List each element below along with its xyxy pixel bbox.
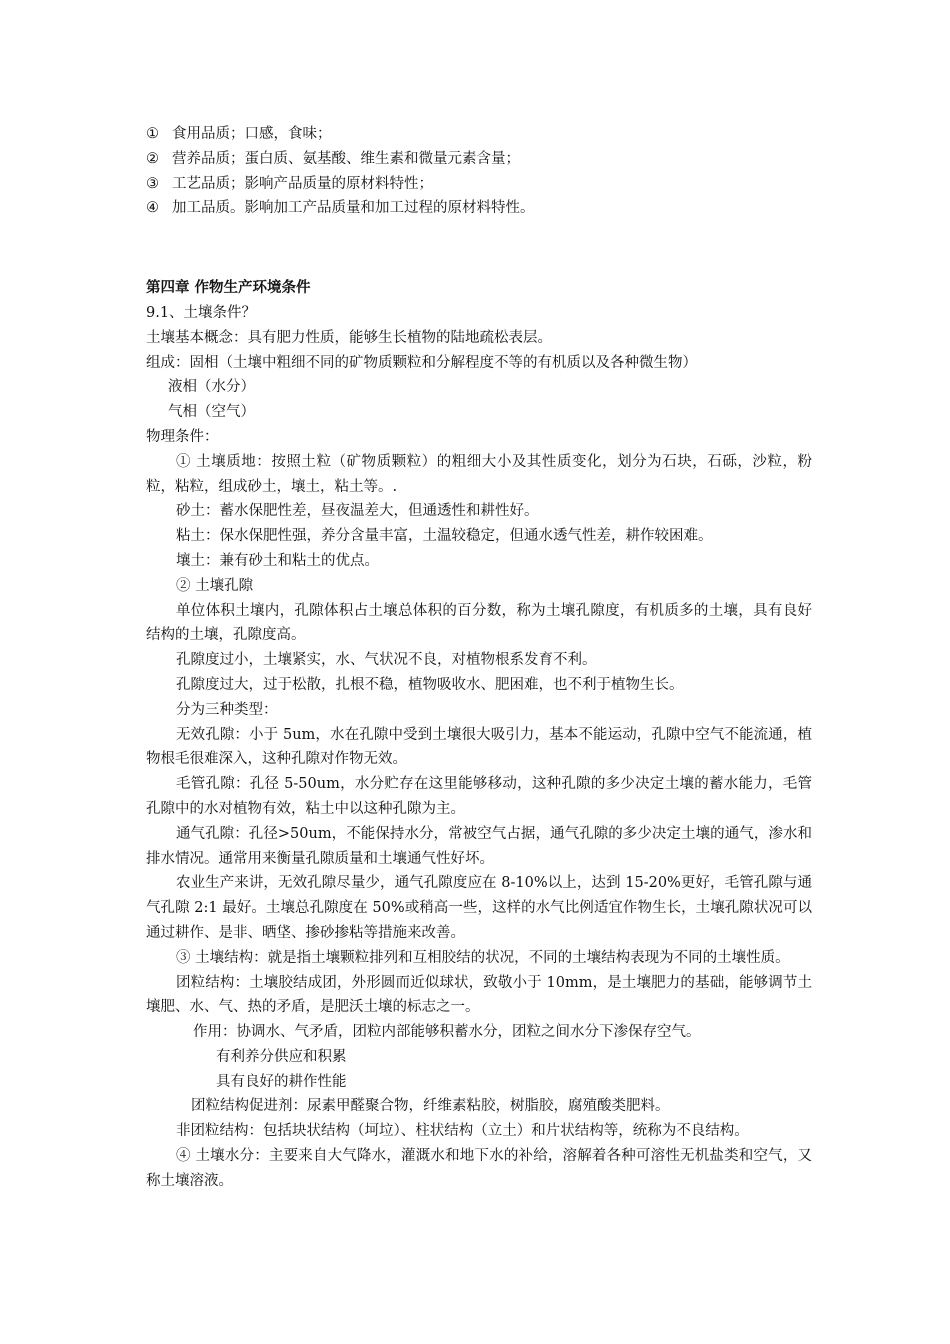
pores-agriculture: 农业生产来讲，无效孔隙尽量少，通气孔隙度应在 8-10%以上，达到 15-20%更好，毛管孔隙与通气孔隙 2:1 最好。土壤总孔隙度在 50%或稍高一些，这样的水气比例适宜作物生长，土壤孔隙状况可以通过耕作、是非、晒垡、掺砂掺粘等措施来改善。: [146, 875, 812, 941]
texture-clay: 粘土：保水保肥性强，养分含量丰富，土温较稳定，但通水透气性差，耕作较困难。: [176, 528, 713, 545]
list-item: [146, 122, 812, 147]
structure-effect: 作用：协调水、气矛盾，团粒内部能够积蓄水分，团粒之间水分下渗保存空气。: [193, 1024, 701, 1041]
structure-promoter: 团粒结构促进剂：尿素甲醛聚合物，纤维素粘胶，树脂胶，腐殖酸类肥料。: [191, 1098, 670, 1115]
pores-title: ② 土壤孔隙: [176, 577, 254, 594]
list-number: ④: [146, 200, 159, 217]
pores-definition: 单位体积土壤内，孔隙体积占土壤总体积的百分数，称为土壤孔隙度，有机质多的土壤，具有良好结构的土壤，孔隙度高。: [146, 602, 812, 644]
composition-solid: 组成：固相（土壤中粗细不同的矿物质颗粒和分解程度不等的有机质以及各种微生物）: [146, 354, 697, 371]
list-item: [146, 172, 812, 197]
list-text: 加工品质。影响加工产品质量和加工过程的原材料特性。: [172, 200, 535, 217]
list-text: 食用品质；口感，食味；: [172, 126, 332, 142]
structure-aggregate: 团粒结构：土壤胶结成团，外形圆而近似球状，致敬小于 10mm，是土壤肥力的基础，能够调节土壤肥、水、气、热的矛盾，是肥沃土壤的标志之一。: [146, 974, 812, 1016]
composition-liquid: 液相（水分）: [168, 379, 255, 396]
list-item: [146, 147, 812, 172]
structure-intro: ③ 土壤结构：就是指土壤颗粒排列和互相胶结的状况，不同的土壤结构表现为不同的土壤性质。: [176, 949, 790, 966]
list-number: ②: [146, 150, 159, 167]
list-text: 工艺品质；影响产品质量的原材料特性；: [172, 175, 433, 192]
list-item: [146, 196, 812, 221]
texture-loam: 壤土：兼有砂土和粘土的优点。: [176, 552, 379, 569]
quality-list: [146, 122, 812, 221]
texture-sand: 砂土：蓄水保肥性差，昼夜温差大，但通透性和耕性好。: [176, 503, 539, 520]
section-title: 9.1、土壤条件？: [146, 304, 257, 321]
structure-effect-2: 有利养分供应和积累: [216, 1048, 347, 1065]
physical-title: 物理条件：: [146, 428, 219, 445]
structure-effect-3: 具有良好的耕作性能: [216, 1073, 347, 1090]
soil-concept: 土壤基本概念：具有肥力性质，能够生长植物的陆地疏松表层。: [146, 329, 552, 346]
composition-gas: 气相（空气）: [168, 404, 255, 421]
pores-invalid: 无效孔隙：小于 5um，水在孔隙中受到土壤很大吸引力，基本不能运动，孔隙中空气不能流通，植物根毛很难深入，这种孔隙对作物无效。: [146, 726, 812, 768]
pores-too-small: 孔隙度过小，土壤紧实，水、气状况不良，对植物根系发育不利。: [176, 652, 597, 669]
structure-non-aggregate: 非团粒结构：包括块状结构（坷垃）、柱状结构（立土）和片状结构等，统称为不良结构。: [176, 1123, 749, 1140]
chapter-title: 第四章 作物生产环境条件: [146, 280, 311, 297]
texture-intro: ① 土壤质地：按照土粒（矿物质颗粒）的粗细大小及其性质变化，划分为石块，石砾，沙粒，粉粒，粘粒，组成砂土，壤土，粘土等。.: [146, 453, 812, 495]
water-intro: ④ 土壤水分：主要来自大气降水，灌溉水和地下水的补给，溶解着各种可溶性无机盐类和空气，又称土壤溶液。: [146, 1148, 812, 1189]
pores-capillary: 毛管孔隙：孔径 5-50um，水分贮存在这里能够移动，这种孔隙的多少决定土壤的蓄水能力，毛管孔隙中的水对植物有效，粘土中以这种孔隙为主。: [146, 776, 812, 817]
list-text: 营养品质；蛋白质、氨基酸、维生素和微量元素含量；: [172, 150, 520, 167]
pores-too-large: 孔隙度过大，过于松散，扎根不稳，植物吸收水、肥困难，也不利于植物生长。: [176, 676, 684, 693]
list-number: ①: [146, 126, 159, 142]
document-body: [146, 122, 812, 1194]
list-number: ③: [146, 175, 159, 192]
spacer: [146, 221, 812, 276]
pores-aeration: 通气孔隙：孔径>50um，不能保持水分，常被空气占据，通气孔隙的多少决定土壤的通气，渗水和排水情况。通常用来衡量孔隙质量和土壤通气性好坏。: [146, 825, 812, 867]
pores-types-title: 分为三种类型：: [176, 701, 278, 718]
